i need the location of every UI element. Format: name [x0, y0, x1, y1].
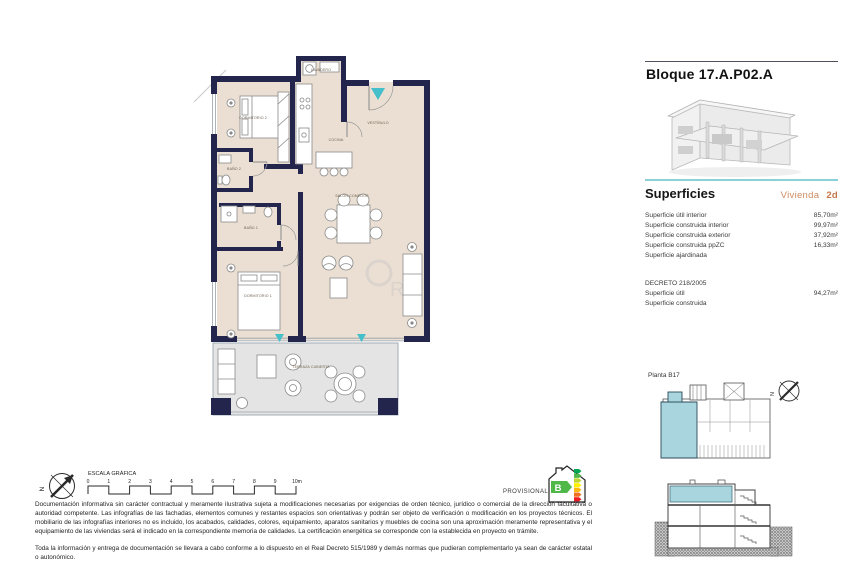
- row-label: Superficie útil interior: [645, 212, 707, 219]
- row-label: Superficie útil: [645, 290, 685, 297]
- superficies-row: [645, 231, 838, 241]
- disclaimer-paragraph-2: Toda la información y entrega de documentación se llevara a cabo conforme a lo dispuesto en el Real Decreto 515/1989 y demás normas que pudieran complementarlo ya sean de carácter estatal o autonómico.: [35, 545, 592, 561]
- room-label-terraza: TERRAZA CUBIERTA: [292, 365, 330, 369]
- room-label-dormitorio2: DORMITORIO 2: [239, 116, 267, 120]
- svg-text:9: 9: [273, 479, 277, 485]
- svg-text:5: 5: [190, 479, 194, 485]
- room-label-dormitorio1: DORMITORIO 1: [244, 294, 272, 298]
- unit-type: [781, 190, 838, 201]
- superficies-divider: [645, 179, 838, 181]
- floor-plan: [194, 56, 430, 415]
- svg-text:R: R: [390, 279, 405, 301]
- energy-letter: B: [554, 483, 562, 494]
- row-label: Superficie construida exterior: [645, 232, 731, 239]
- unit-type-label: Vivienda: [780, 190, 820, 201]
- svg-text:7: 7: [232, 479, 235, 485]
- key-plan: [648, 372, 799, 458]
- svg-text:2: 2: [128, 479, 131, 485]
- unit-type-value: 2d: [826, 190, 838, 201]
- svg-text:N: N: [770, 392, 776, 396]
- superficies-row: [645, 289, 838, 299]
- row-value: 99,97m²: [813, 222, 838, 229]
- scale-title: ESCALA GRÁFICA: [88, 471, 137, 477]
- svg-text:4: 4: [169, 479, 173, 485]
- room-label-salon: SALÓN COMEDOR: [335, 194, 369, 198]
- room-label-cocina: COCINA: [328, 138, 344, 142]
- highlighted-unit: [661, 402, 697, 458]
- svg-text:0: 0: [86, 479, 90, 485]
- provisional-label: PROVISIONAL: [503, 489, 549, 495]
- superficies-heading: Superficies: [645, 186, 716, 201]
- room-label-lavadero: LAVADERO: [311, 68, 331, 72]
- disclaimer-paragraph-1: Documentación informativa sin carácter contractual y meramente ilustrativa sujeta a modificaciones necesarias por exigencias de orden técnico, jurídico o comercial de la dirección facultativa o autoridad competente. Las infografías de las fachadas, elementos comunes y restantes espacios son orientativas y podrán ser objeto de verificación o modificación en los proyectos técnicos. El mobiliario de las infografías interiores no es incluido, los acabados, calidades, colores, equipamiento, aparatos sanitarios y muebles de cocina son una aproximación meramente representativa y el equipamiento de las viviendas será el indicado en la correspondiente memoria de calidades. La certificación energética se corresponde con la establecida en proyecto en trámite.: [35, 501, 592, 535]
- compass-north-label: N: [39, 486, 46, 492]
- row-label: Superficie construida: [645, 300, 707, 307]
- room-label-vestibulo: VESTÍBULO: [367, 121, 389, 125]
- superficies-row: [645, 211, 838, 221]
- superficies-row: [645, 299, 838, 309]
- decreto-heading: DECRETO 218/2005: [645, 280, 707, 287]
- key-plan-compass-icon: [770, 381, 799, 401]
- svg-text:3: 3: [149, 479, 152, 485]
- row-value: 37,92m²: [813, 232, 838, 239]
- scale-ticks: [87, 479, 302, 485]
- building-render: [668, 100, 801, 177]
- svg-text:1: 1: [107, 479, 111, 485]
- superficies-row: [645, 221, 838, 231]
- room-label-bano1: BAÑO 1: [244, 226, 258, 230]
- svg-text:6: 6: [211, 479, 215, 485]
- highlighted-floor: [670, 486, 732, 502]
- row-value: 16,33m²: [813, 242, 838, 249]
- superficies-row: [645, 251, 838, 261]
- panel-top-rule: [645, 61, 838, 62]
- superficies-table: [645, 211, 838, 309]
- superficies-header: [645, 186, 838, 201]
- superficies-row: [645, 241, 838, 251]
- svg-text:8: 8: [253, 479, 256, 485]
- row-label: Superficie construida ppZC: [645, 242, 725, 249]
- row-label: Superficie construida interior: [645, 222, 729, 229]
- row-label: Superficie ajardinada: [645, 252, 707, 259]
- page-title: Bloque 17.A.P02.A: [646, 66, 774, 82]
- scale-bar-ruler: [88, 486, 296, 494]
- key-plan-label: Planta B17: [648, 372, 680, 379]
- svg-text:10m: 10m: [292, 479, 302, 485]
- section-drawing: [655, 480, 792, 556]
- row-value: 85,70m²: [813, 212, 838, 219]
- compass-icon: [39, 474, 75, 499]
- scale-bar: [39, 470, 302, 499]
- row-value: 94,27m²: [813, 290, 838, 297]
- room-label-bano2: BAÑO 2: [227, 167, 241, 171]
- energy-rating-icon: [549, 466, 585, 502]
